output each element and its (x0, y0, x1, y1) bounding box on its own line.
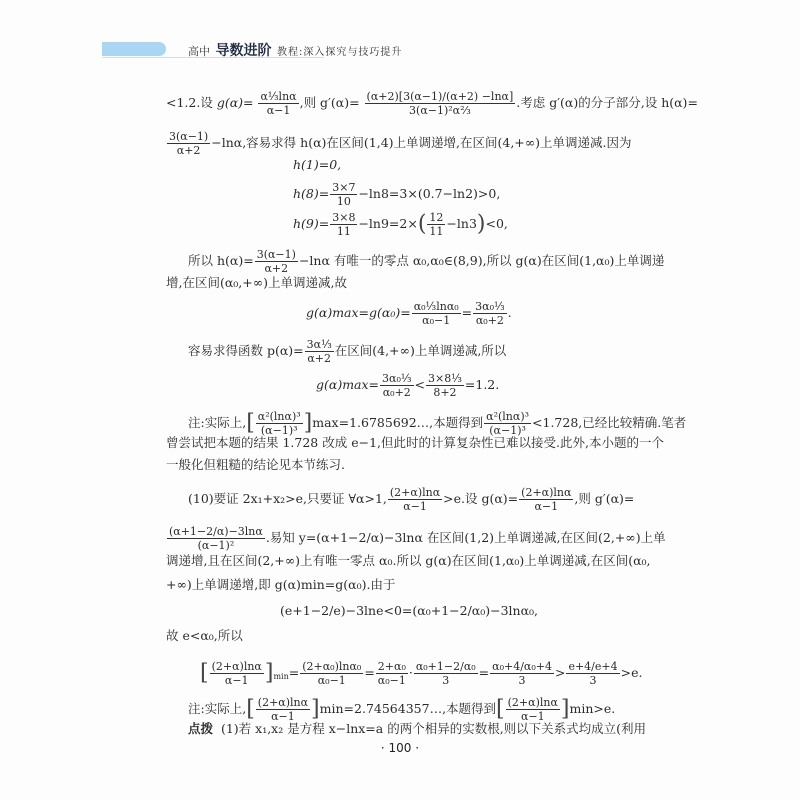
fraction (473, 300, 507, 327)
math: = (478, 665, 490, 680)
denominator: α−1 (224, 674, 249, 687)
denominator: α₀−1 (377, 674, 406, 687)
numerator: (α+2)[3(α−1)/(α+2) −lnα] (366, 90, 514, 103)
text-line (166, 577, 395, 593)
numerator: α²(lnα)³ (486, 410, 530, 423)
math: −ln3 (446, 216, 477, 231)
text: max=1.6785692…,本题得到 (312, 415, 484, 430)
math: −ln8=3×(0.7−ln2)>0, (358, 186, 501, 201)
text: −lnα,容易求得 h(α)在区间(1,4)上单调递增,在区间(4,+∞)上单调递减.因为 (211, 135, 632, 150)
book-title: 导数进阶 (215, 43, 272, 59)
paren: ) (476, 211, 486, 237)
fraction (566, 660, 619, 687)
math: g(α)max= (316, 377, 380, 392)
numerator: (2+α₀)lnα₀ (302, 660, 362, 673)
math: g(α)max=g(α₀)= (306, 305, 411, 320)
text: −lnα 有唯一的零点 α₀,α₀∈(8,9),所以 g(α)在区间(1,α₀)上单调递 (298, 253, 665, 268)
numerator: α²(lnα)³ (257, 410, 301, 423)
denominator: 11 (336, 225, 351, 238)
numerator: 3×7 (332, 181, 356, 194)
math: = (461, 305, 473, 320)
text: 所以 h(α)= (188, 253, 254, 268)
text-line (280, 603, 538, 619)
text-line (166, 628, 243, 644)
text-line (166, 130, 632, 157)
fraction (519, 486, 573, 513)
text-line (293, 181, 500, 208)
fraction (330, 211, 357, 238)
numerator: 3×8⅓ (428, 372, 462, 385)
math: h(8)= (293, 186, 330, 201)
header-accent-bar (102, 42, 166, 56)
note-line (166, 457, 345, 473)
bracket: [ (496, 696, 505, 722)
running-header (102, 40, 403, 59)
math: = (288, 665, 300, 680)
text-line (188, 338, 506, 365)
bracket: ] (303, 410, 313, 436)
text: 一般化但粗糙的结论见本节练习. (166, 457, 345, 472)
text: >e.设 g(α)= (443, 491, 519, 506)
denominator: α−1 (266, 104, 291, 117)
fraction (365, 90, 516, 117)
numerator: α₀+4/α₀+4 (492, 660, 552, 673)
text-line (166, 525, 666, 552)
bracket: ] (560, 696, 570, 722)
fraction (427, 211, 445, 238)
fraction (484, 410, 531, 437)
denominator: α−1 (403, 500, 427, 513)
text: 增,在区间(α₀,+∞)上单调递减,故 (166, 275, 348, 290)
note-line (188, 696, 615, 723)
denominator: α−1 (520, 710, 545, 723)
denominator: α−1 (271, 710, 295, 723)
fraction (414, 660, 478, 687)
fraction (412, 300, 461, 327)
denominator: 11 (429, 225, 444, 238)
tip-label: 点拨 (188, 721, 214, 736)
fraction (330, 181, 357, 208)
text: .考虑 g′(α)的分子部分,设 h(α)= (516, 95, 698, 110)
text: (1)若 x₁,x₂ 是方程 x−lnx=a 的两个相异的实数根,则以下关系式均成立(利用 (220, 721, 647, 736)
paren: ( (417, 211, 427, 237)
text: +∞)上单调递增,即 g(α)min=g(α₀).由于 (166, 577, 396, 592)
fraction (167, 525, 265, 552)
fraction (380, 372, 414, 399)
fraction (388, 486, 442, 513)
denominator: α−1 (534, 500, 559, 513)
header-text (188, 40, 402, 60)
math: −ln9=2× (358, 216, 418, 231)
equation-line (200, 660, 642, 687)
text: min>e. (569, 701, 616, 716)
numerator: (2+α)lnα (211, 660, 262, 673)
text-line (166, 553, 651, 569)
denominator: 3 (589, 674, 597, 687)
fraction (258, 90, 298, 117)
math: > (554, 665, 566, 680)
denominator: α+2 (307, 352, 332, 365)
numerator: (2+α)lnα (389, 486, 441, 499)
numerator: (2+α)lnα (521, 486, 572, 499)
denominator: (α−1)² (197, 539, 235, 552)
denominator: (α−1)³ (260, 424, 298, 437)
text: 在区间(4,+∞)上单调递减,所以 (334, 343, 507, 358)
fraction (255, 248, 298, 275)
numerator: 3(α−1) (169, 130, 209, 143)
header-prefix: 高中 (188, 45, 210, 58)
math: = (364, 665, 375, 680)
numerator: e+4/e+4 (568, 660, 618, 673)
numerator: α₀+1−2/α₀ (415, 660, 476, 673)
math: <0, (485, 216, 508, 231)
text: min=2.74564357…,本题得到 (319, 701, 497, 716)
fraction (490, 660, 554, 687)
text: 容易求得函数 p(α)= (188, 343, 304, 358)
denominator: α₀−1 (317, 674, 346, 687)
numerator: 3α₀⅓ (382, 372, 412, 385)
subscript: min (273, 672, 289, 681)
math: · (408, 665, 413, 680)
text-line (293, 157, 341, 173)
fraction (376, 660, 408, 687)
denominator: 3 (442, 674, 450, 687)
text: <1.728,已经比较精确.笔者 (532, 415, 687, 430)
text: 曾尝试把本题的结果 1.728 改成 e−1,但此时的计算复杂性已难以接受.此外,本小题的一个 (166, 435, 664, 450)
numerator: 3α⅓ (306, 338, 332, 351)
text: 注:实际上, (188, 415, 247, 430)
math: g(α)= (216, 95, 254, 110)
bracket: [ (200, 660, 209, 686)
fraction (256, 410, 303, 437)
fraction (305, 338, 334, 365)
numerator: 3×8 (332, 211, 356, 224)
text: 注:实际上, (188, 701, 247, 716)
tip-line (188, 721, 646, 737)
numerator: (2+α)lnα (257, 696, 309, 709)
math: (e+1−2/e)−3lne<0=(α₀+1−2/α₀)−3lnα₀, (280, 603, 539, 618)
bracket: ] (264, 660, 274, 686)
math: =1.2. (464, 377, 500, 392)
math: >e. (620, 665, 643, 680)
bracket: ] (311, 696, 320, 722)
denominator: (α−1)³ (489, 424, 526, 437)
bracket: [ (246, 410, 255, 436)
text: .易知 y=(α+1−2/α)−3lnα 在区间(1,2)上单调递减,在区间(2,+∞)上单 (265, 530, 666, 545)
numerator: (2+α)lnα (507, 696, 558, 709)
fraction (256, 696, 310, 723)
denominator: 3 (518, 674, 526, 687)
numerator: 3(α−1) (256, 248, 296, 261)
note-line (166, 435, 664, 451)
denominator: α₀+2 (382, 386, 411, 399)
denominator: α+2 (264, 262, 289, 275)
book-subtitle: 教程:深入探究与技巧提升 (277, 47, 403, 58)
text: ,则 g′(α)= (574, 491, 635, 506)
text: <1.2.设 (166, 95, 217, 110)
text-line (166, 90, 698, 117)
text: (10)要证 2x₁+x₂>e,只要证 ∀α>1, (188, 491, 387, 506)
denominator: 10 (336, 195, 351, 208)
denominator: 8+2 (433, 386, 457, 399)
fraction (210, 660, 264, 687)
text: ,则 g′(α)= (299, 95, 360, 110)
math: h(9)= (293, 216, 330, 231)
bracket: [ (246, 696, 255, 722)
text: 故 e<α₀,所以 (166, 628, 243, 643)
numerator: (α+1−2/α)−3lnα (169, 525, 263, 538)
numerator: 2+α₀ (377, 660, 406, 673)
text-line (316, 372, 499, 399)
fraction (300, 660, 363, 687)
text-line (166, 275, 347, 291)
denominator: α₀−1 (422, 314, 451, 327)
text-line (188, 486, 634, 513)
numerator: α⅓lnα (260, 90, 297, 103)
text-line (293, 211, 508, 238)
text: 调递增,且在区间(2,+∞)上有唯一零点 α₀.所以 g(α)在区间(1,α₀)上单调递减,在区间(α₀, (166, 553, 651, 568)
fraction (506, 696, 560, 723)
numerator: 12 (429, 211, 444, 224)
text-line (306, 300, 512, 327)
denominator: 3(α−1)²α⅔ (409, 104, 471, 117)
page-number: · 100 · (380, 741, 420, 755)
math: < (414, 377, 426, 392)
fraction (426, 372, 464, 399)
math: h(1)=0, (293, 157, 342, 172)
denominator: α₀+2 (475, 314, 504, 327)
numerator: 3α₀⅓ (475, 300, 505, 313)
numerator: α₀⅓lnα₀ (413, 300, 459, 313)
math: . (507, 305, 512, 320)
denominator: α+2 (176, 144, 201, 157)
note-line (188, 410, 686, 437)
text-line (188, 248, 664, 275)
fraction (167, 130, 210, 157)
